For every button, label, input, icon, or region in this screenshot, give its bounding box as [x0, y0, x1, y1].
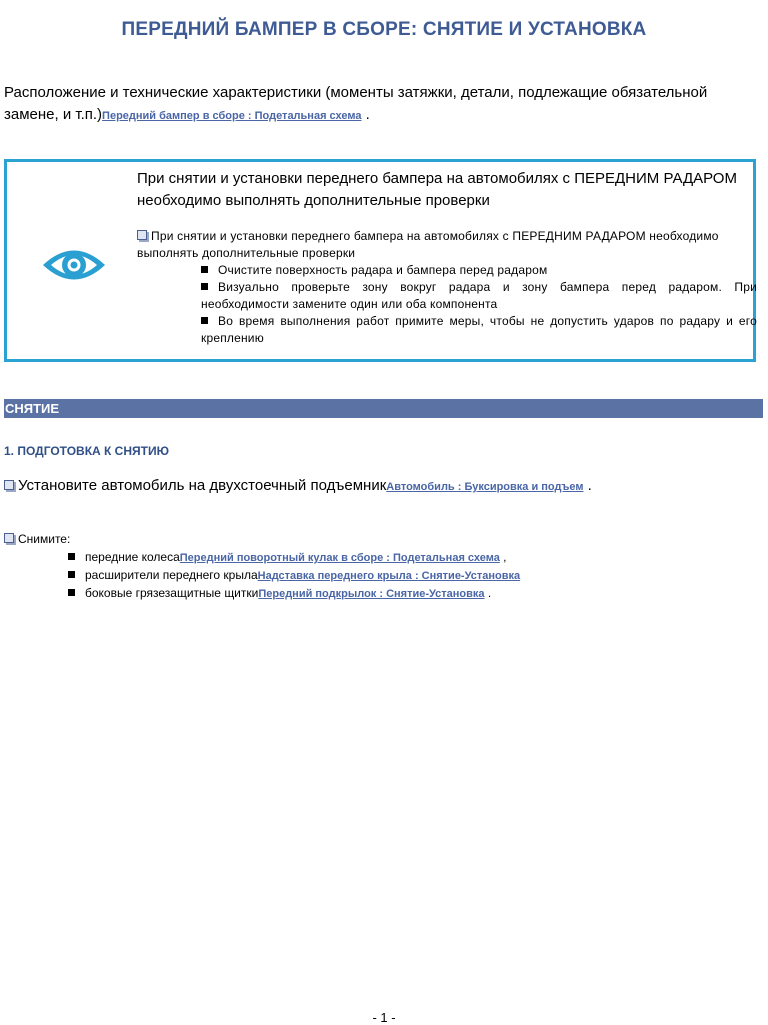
remove-list — [68, 549, 520, 603]
note-item: Во время выполнения работ примите меры, чтобы не допустить ударов по радару и его креплению — [201, 314, 757, 345]
square-bullet-icon — [68, 571, 75, 578]
radar-note-box — [4, 159, 756, 362]
note-body — [137, 228, 757, 347]
square-bullet-icon — [201, 317, 208, 324]
remove-label: Снимите: — [4, 532, 70, 546]
lift-link[interactable]: Автомобиль : Буксировка и подъем — [386, 481, 584, 493]
wheels-link[interactable]: Передний поворотный кулак в сборе : Подетальная схема — [179, 552, 500, 564]
intro-link[interactable]: Передний бампер в сборе : Подетальная схема — [102, 110, 362, 122]
eye-icon — [41, 244, 107, 286]
splash-shield-link[interactable]: Передний подкрылок : Снятие-Установка — [258, 588, 485, 600]
note-heading: При снятии и установки переднего бампера на автомобилях с ПЕРЕДНИМ РАДАРОМ необходимо выполнять дополнительные проверки — [137, 170, 737, 209]
checkbox-bullet-icon — [4, 533, 14, 543]
fender-extension-link[interactable]: Надставка переднего крыла : Снятие-Установка — [257, 570, 521, 582]
page-title: ПЕРЕДНИЙ БАМПЕР В СБОРЕ: СНЯТИЕ И УСТАНОВКА — [121, 19, 647, 40]
square-bullet-icon — [201, 266, 208, 273]
square-bullet-icon — [201, 283, 208, 290]
note-intro: При снятии и установки переднего бампера на автомобилях с ПЕРЕДНИМ РАДАРОМ необходимо выполнять дополнительные проверки — [137, 229, 719, 260]
intro-text: Расположение и технические характеристики (моменты затяжки, детали, подлежащие обязательной замене, и т.п.) — [4, 84, 708, 123]
intro-tail: . — [365, 106, 370, 123]
intro-paragraph — [4, 82, 744, 127]
step-heading: 1. ПОДГОТОВКА К СНЯТИЮ — [4, 444, 169, 458]
section-header-removal: СНЯТИЕ — [4, 399, 763, 418]
list-item: боковые грязезащитные щиткиПередний подкрылок : Снятие-Установка . — [68, 585, 520, 603]
list-item: расширители переднего крылаНадставка переднего крыла : Снятие-Установка — [68, 567, 520, 585]
page-number: - 1 - — [372, 1010, 396, 1025]
list-item: передние колесаПередний поворотный кулак в сборе : Подетальная схема , — [68, 549, 520, 567]
checkbox-bullet-icon — [4, 480, 14, 490]
note-item: Очистите поверхность радара и бампера перед радаром — [137, 262, 757, 279]
note-item: Визуально проверьте зону вокруг радара и зону бампера перед радаром. При необходимости замените один или оба компонента — [201, 280, 757, 311]
square-bullet-icon — [68, 589, 75, 596]
checkbox-bullet-icon — [137, 230, 147, 240]
square-bullet-icon — [68, 553, 75, 560]
step-instruction: Установите автомобиль на двухстоечный подъемникАвтомобиль : Буксировка и подъем . — [4, 476, 592, 497]
